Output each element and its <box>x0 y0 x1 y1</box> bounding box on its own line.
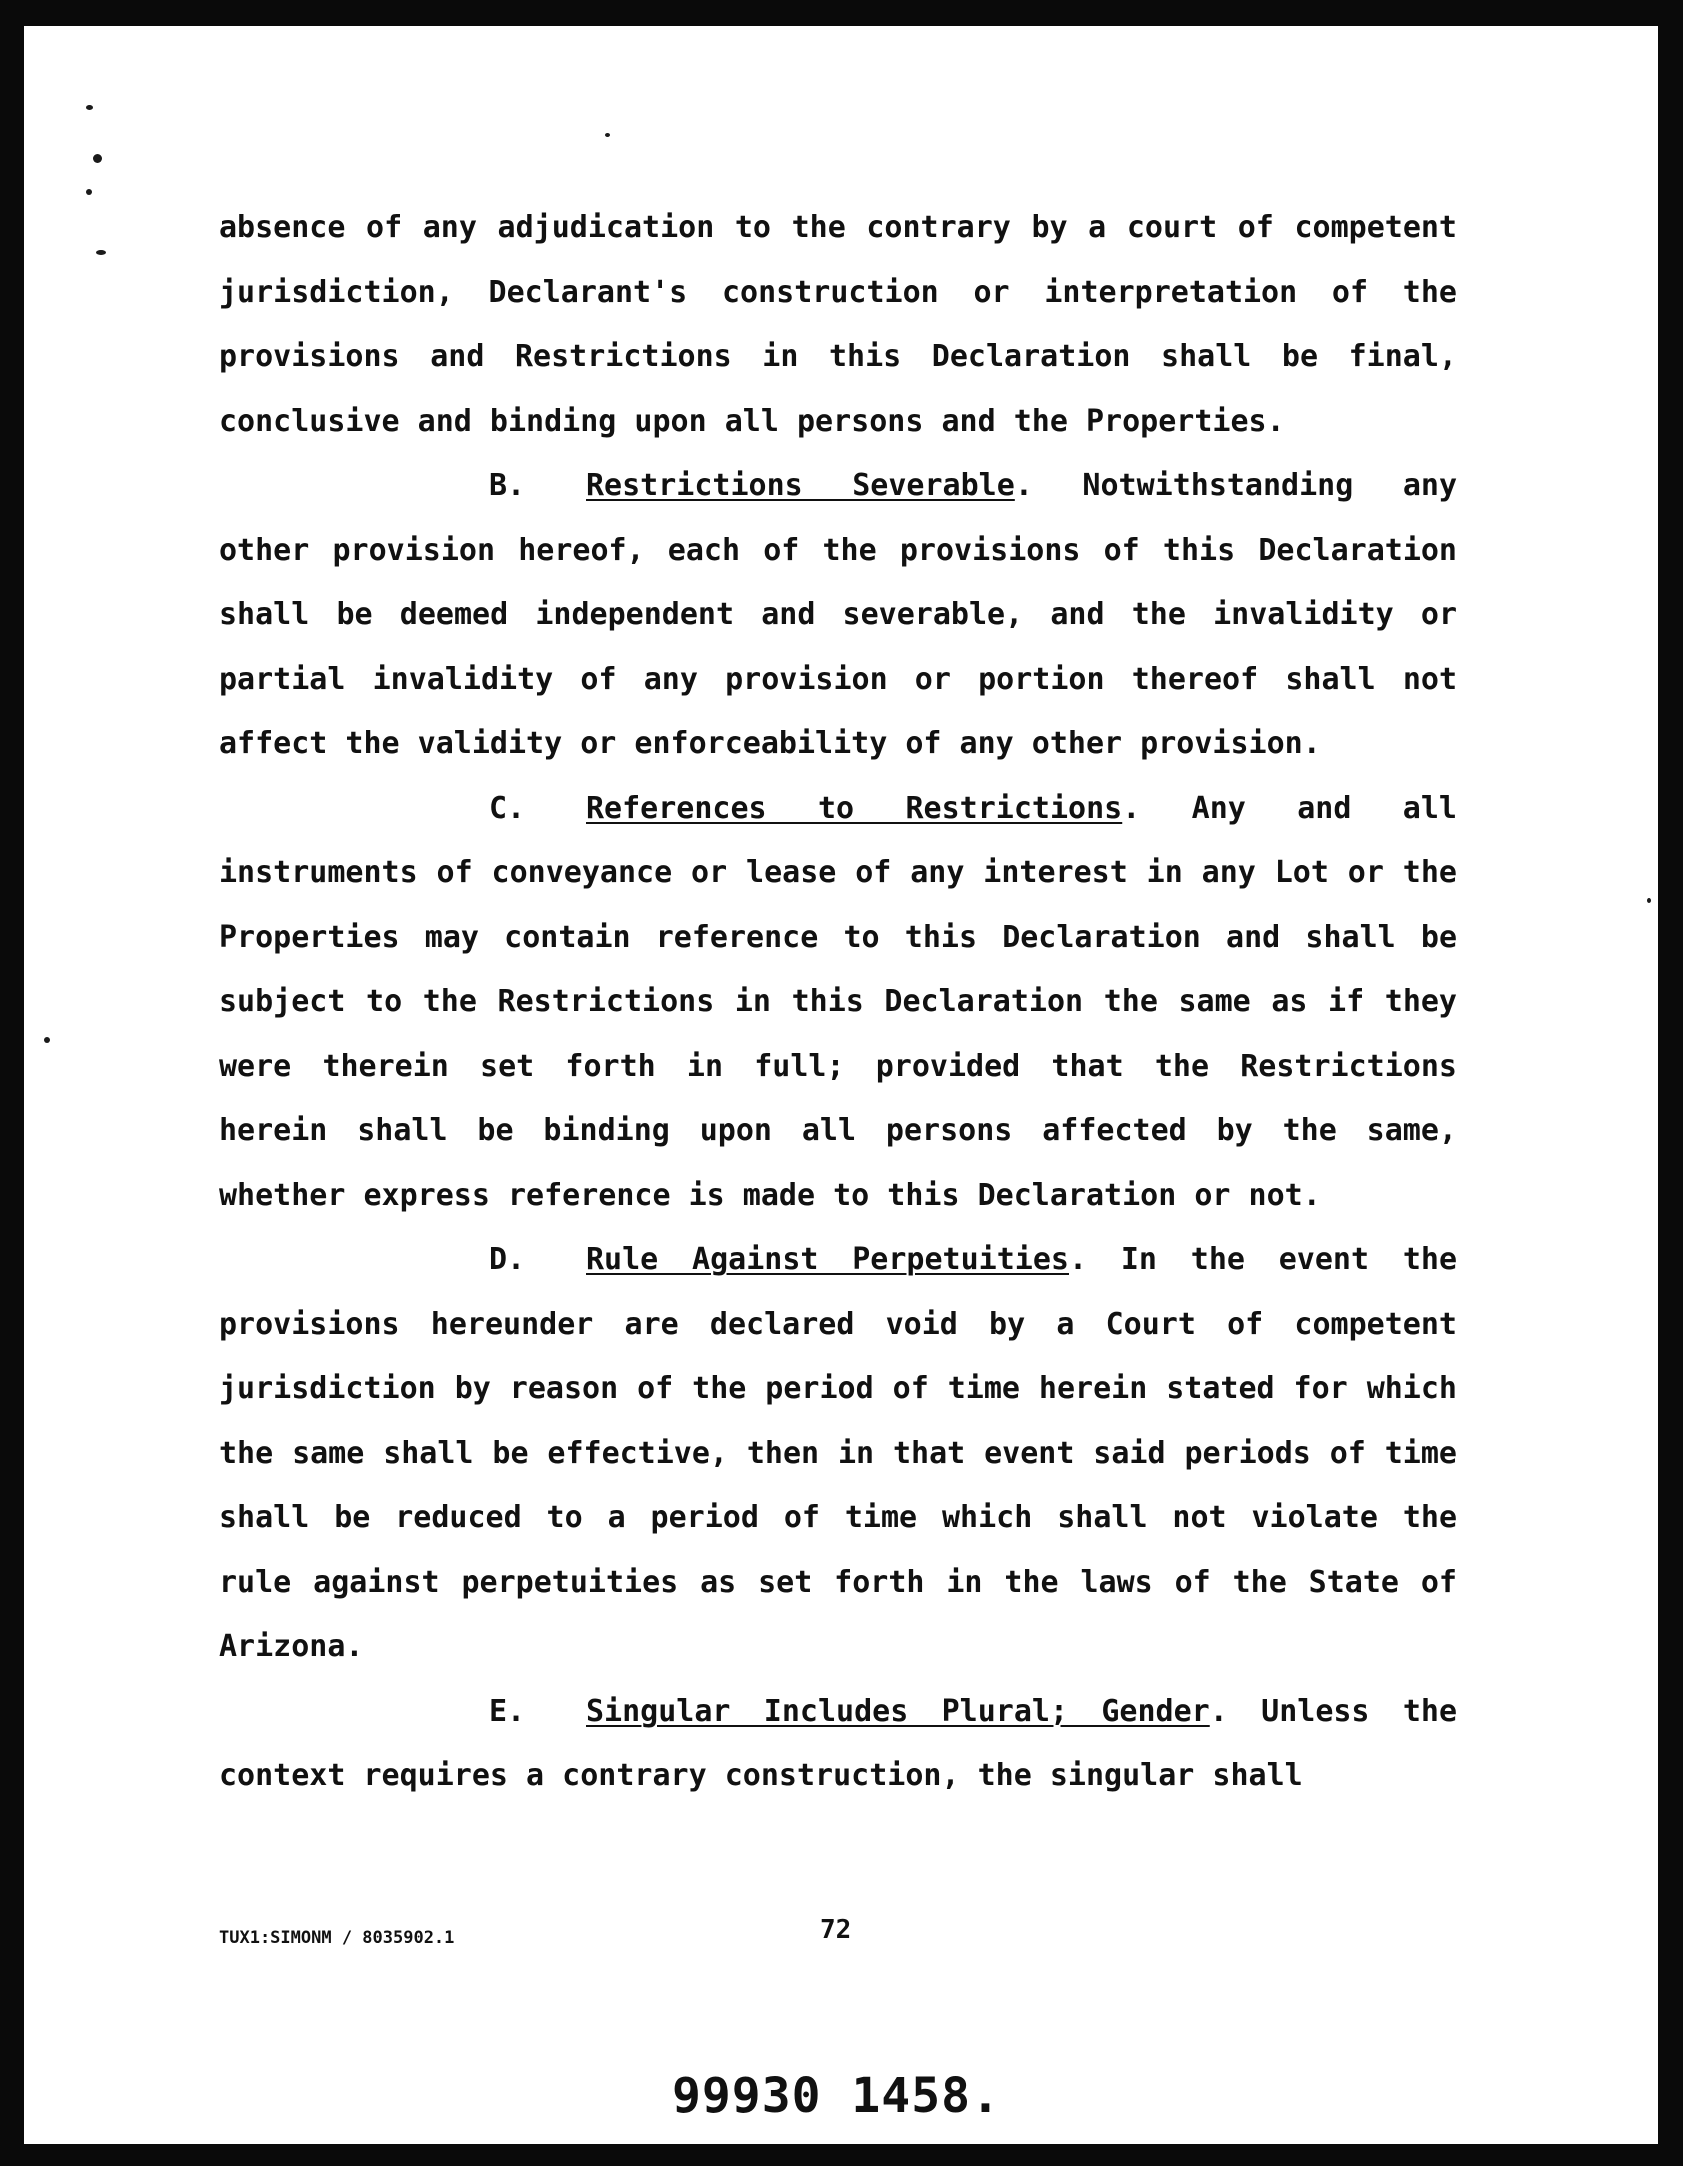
scan-speck <box>44 1037 50 1043</box>
section-letter: C. <box>489 790 526 826</box>
section-b <box>219 454 1457 777</box>
scan-speck <box>1647 898 1651 903</box>
section-letter: D. <box>489 1242 526 1277</box>
section-heading: Restrictions Severable <box>586 468 1015 503</box>
section-heading: Singular Includes Plural; Gender <box>586 1693 1210 1729</box>
section-body: . Notwithstanding any other provision hereof, each of the provisions of this Declaration shall be deemed independent and severable, and the invalidity or partial invalidity of any provision or portion thereof shall not affect the validity or enforceability of any other provision. <box>219 468 1458 761</box>
recording-stamp: 99930 1458. <box>672 2068 1001 2124</box>
section-letter: E. <box>489 1693 526 1729</box>
scan-speck <box>86 189 92 195</box>
scan-speck <box>86 105 93 110</box>
section-body: . Any and all instruments of conveyance or lease of any interest in any Lot or the Properties may contain reference to this Declaration and shall be subject to the Restrictions in this Declaration the same as if they were therein set forth in full; provided that the Restrictions herein shall be binding upon all persons affected by the same, whether express reference is made to this Declaration or not. <box>219 790 1457 1213</box>
section-c <box>219 777 1457 1229</box>
section-heading: References to Restrictions <box>586 790 1123 826</box>
scan-speck <box>605 133 610 137</box>
section-heading: Rule Against Perpetuities <box>586 1242 1069 1277</box>
page-number: 72 <box>820 1915 852 1945</box>
section-d <box>219 1228 1457 1680</box>
scan-speck <box>96 250 106 255</box>
intro-paragraph <box>219 196 1457 454</box>
intro-text: absence of any adjudication to the contrary by a court of competent jurisdiction, Declarant's construction or interpretation of the provisions and Restrictions in this Declaration shall be final, conclusive and binding upon all persons and the Properties. <box>219 210 1457 439</box>
section-letter: B. <box>489 468 526 503</box>
scan-speck <box>93 154 102 163</box>
section-body: . Unless the context requires a contrary construction, the singular shall <box>219 1693 1458 1793</box>
section-e <box>219 1680 1457 1809</box>
section-body: . In the event the provisions hereunder are declared void by a Court of competent jurisdiction by reason of the period of time herein stated for which the same shall be effective, then in that event said periods of time shall be reduced to a period of time which shall not violate the rule against perpetuities as set forth in the laws of the State of Arizona. <box>219 1242 1458 1664</box>
document-body <box>219 196 1457 1809</box>
document-id: TUX1:SIMONM / 8035902.1 <box>219 1928 455 1948</box>
